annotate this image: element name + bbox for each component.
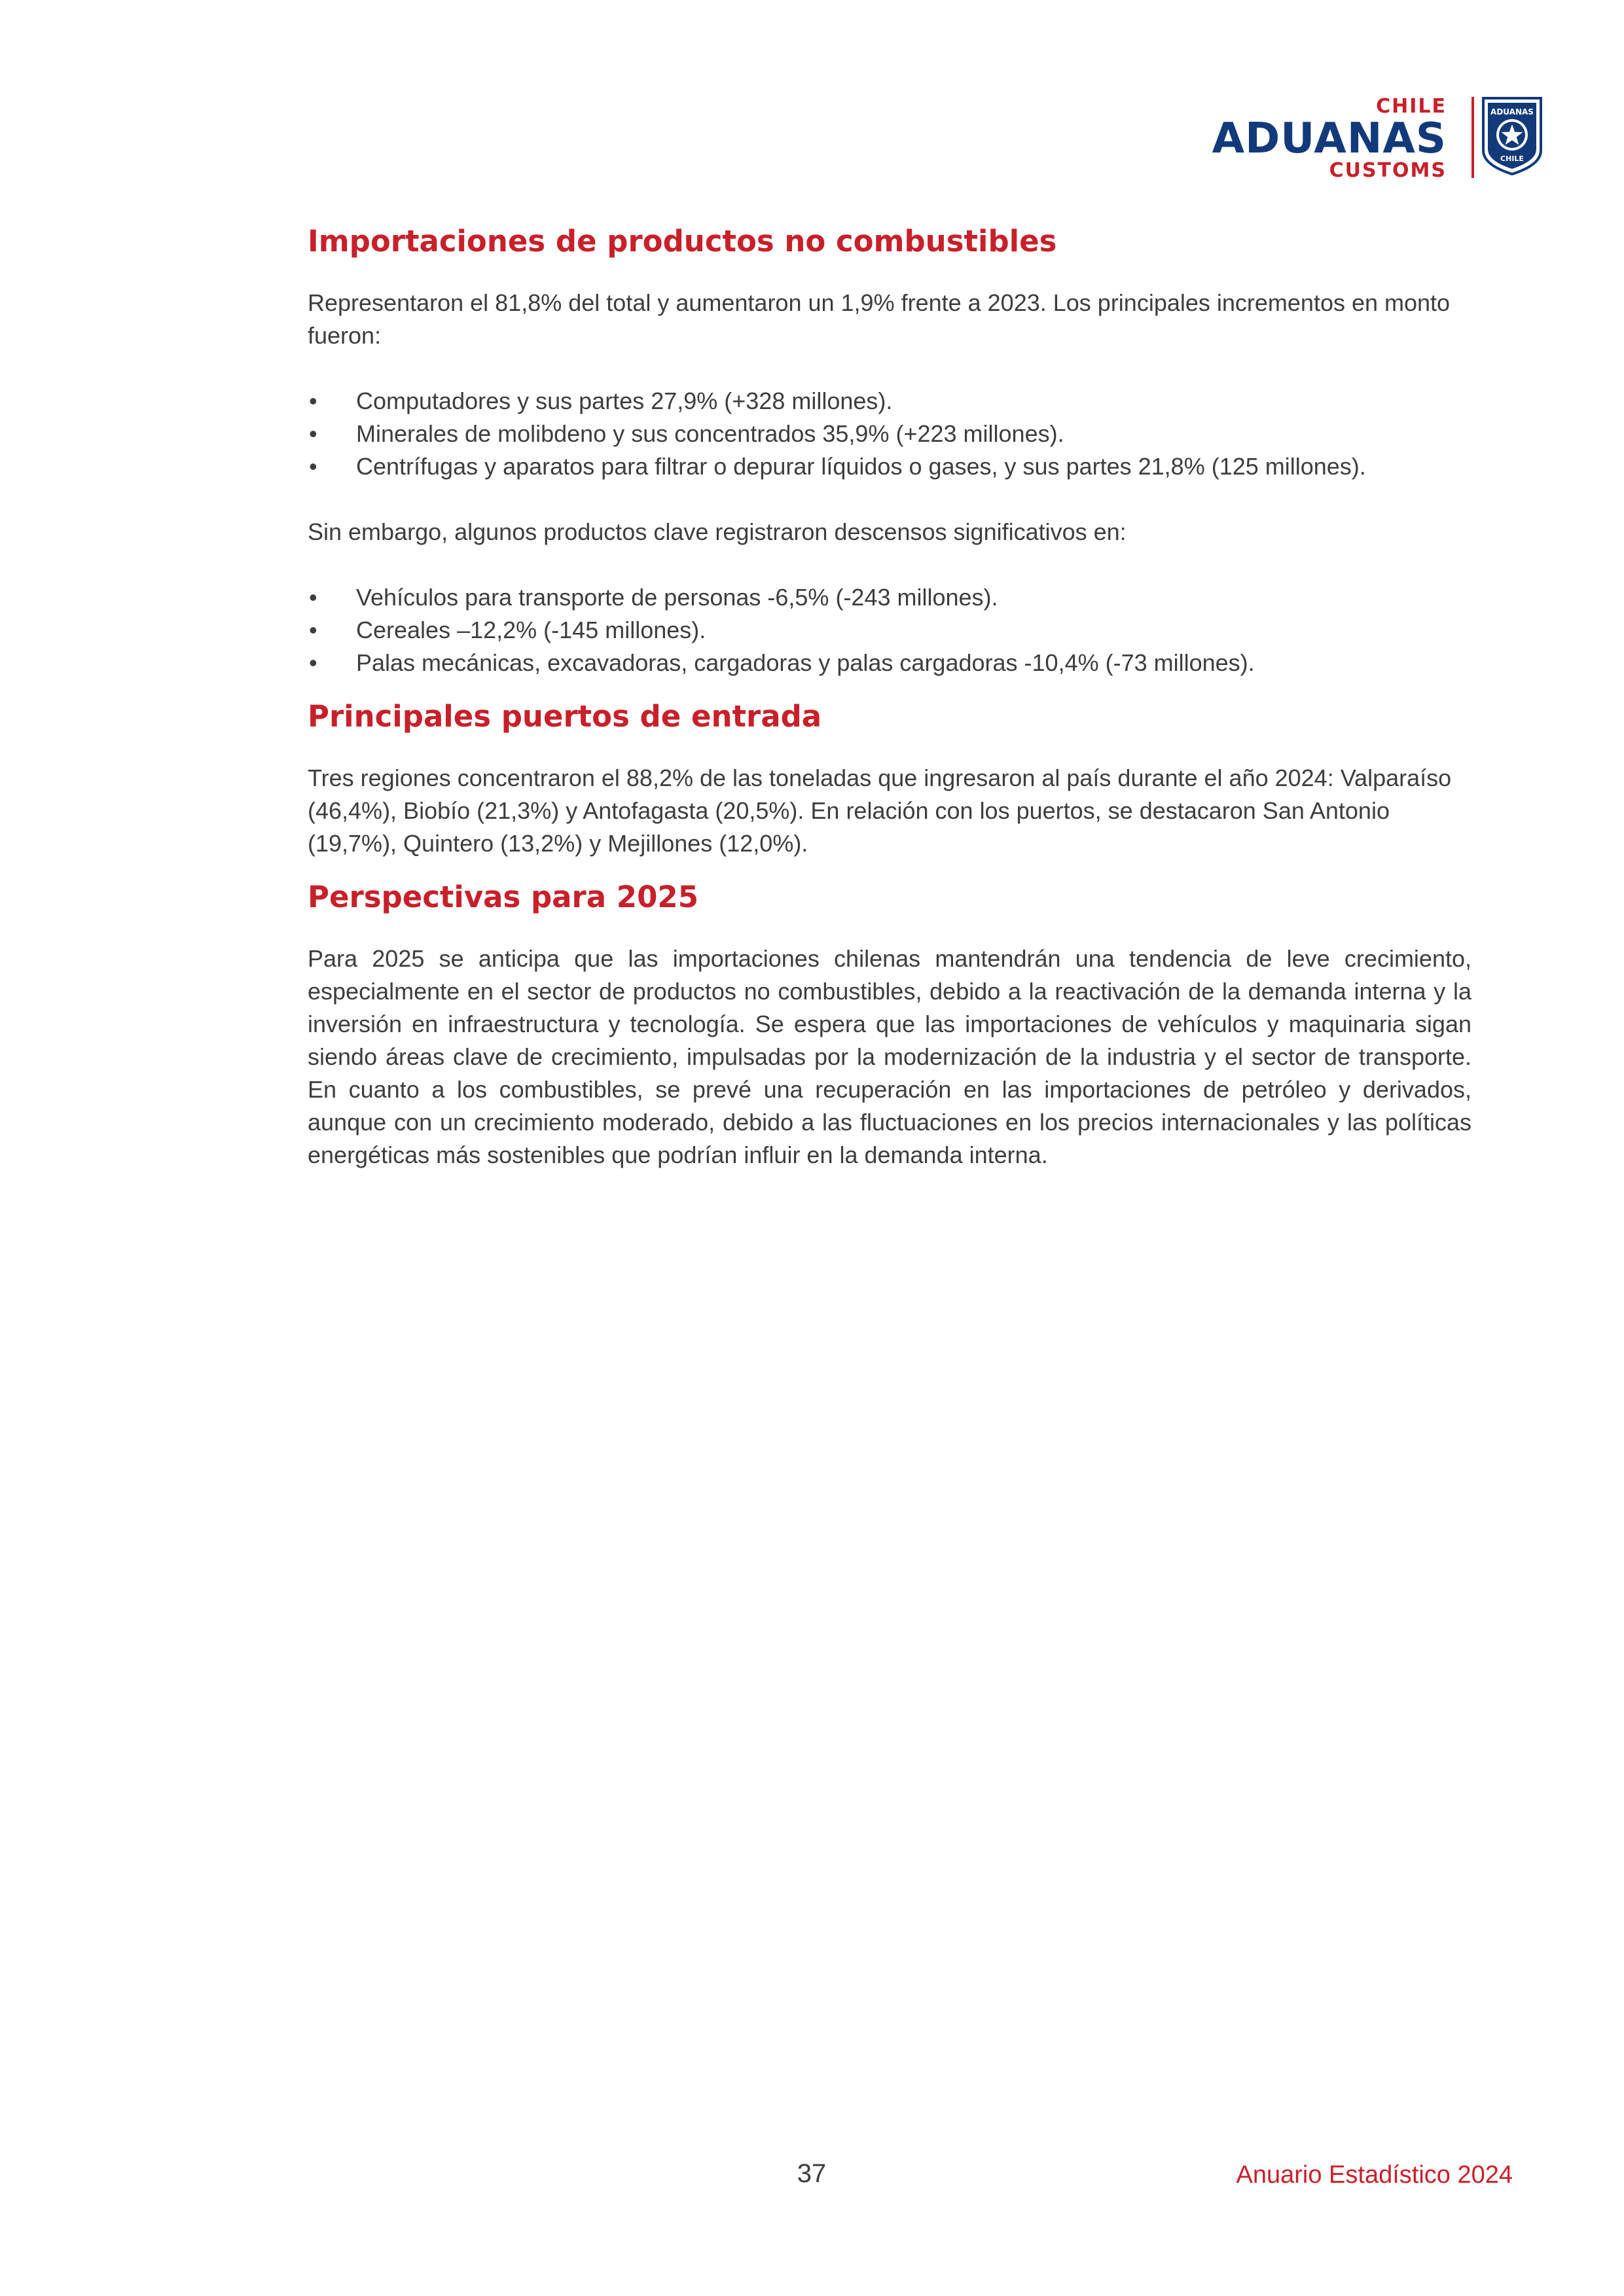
section-body: Tres regiones concentraron el 88,2% de las toneladas que ingresaron al país durante el año 2024: Valparaíso (46,4%), Biobío (21,3%) y Antofagasta (20,5%). En relación con los puertos, se destacaron San Antonio (19,7%), Quintero (13,2%) y Mejillones (12,0%). xyxy=(308,764,1452,857)
badge-text-top: ADUANAS xyxy=(1490,107,1534,117)
list-item: • Computadores y sus partes 27,9% (+328 millones). xyxy=(308,385,1471,418)
section-body: Para 2025 se anticipa que las importaciones chilenas mantendrán una tendencia de leve crecimiento, especialmente en el sector de productos no combustibles, debido a la reactivación de la demanda interna y la inversión en infraestructura y tecnología. Se espera que las importaciones de vehículos y maquinaria sigan siendo áreas clave de crecimiento, impulsadas por la modernización de la industria y el sector de transporte. En cuanto a los combustibles, se prevé una recuperación en las importaciones de petróleo y derivados, aunque con un crecimiento moderado, debido a las fluctuaciones en los precios internacionales y las políticas energéticas más sostenibles que podrían influir en la demanda interna. xyxy=(308,945,1471,1168)
section-outlook-2025 xyxy=(308,874,1471,1172)
badge-text-bottom: CHILE xyxy=(1500,154,1524,163)
list-item: • Cereales –12,2% (-145 millones). xyxy=(308,614,1471,647)
section-title: Principales puertos de entrada xyxy=(308,699,822,734)
section-title: Importaciones de productos no combustibles xyxy=(308,224,1057,259)
logo-name: ADUANAS xyxy=(1212,115,1447,163)
list-item: • Centrífugas y aparatos para filtrar o depurar líquidos o gases, y sus partes 21,8% (125 millones). xyxy=(308,450,1471,483)
aduanas-logo xyxy=(1212,92,1545,183)
section-intro: Representaron el 81,8% del total y aumentaron un 1,9% frente a 2023. Los principales incrementos en monto fueron: xyxy=(308,289,1451,349)
section-transition: Sin embargo, algunos productos clave registraron descensos significativos en: xyxy=(308,518,1127,545)
list-item: • Vehículos para transporte de personas -6,5% (-243 millones). xyxy=(308,581,1471,614)
increases-list xyxy=(308,385,1471,483)
list-item: • Palas mecánicas, excavadoras, cargadoras y palas cargadoras -10,4% (-73 millones). xyxy=(308,647,1471,679)
section-title: Perspectivas para 2025 xyxy=(308,880,699,914)
page-number: 37 xyxy=(797,2159,827,2188)
logo-wordmark xyxy=(1212,92,1447,181)
logo-country: CHILE xyxy=(1376,95,1447,118)
document-body xyxy=(308,219,1471,1172)
list-item: • Minerales de molibdeno y sus concentrados 35,9% (+223 millones). xyxy=(308,418,1471,450)
decreases-list xyxy=(308,581,1471,679)
logo-subtitle: CUSTOMS xyxy=(1329,159,1447,182)
section-non-fuel-imports xyxy=(308,219,1471,679)
section-entry-ports xyxy=(308,694,1471,860)
logo-divider xyxy=(1471,97,1474,178)
customs-shield-icon xyxy=(1481,96,1543,177)
publication-title: Anuario Estadístico 2024 xyxy=(1236,2161,1513,2189)
